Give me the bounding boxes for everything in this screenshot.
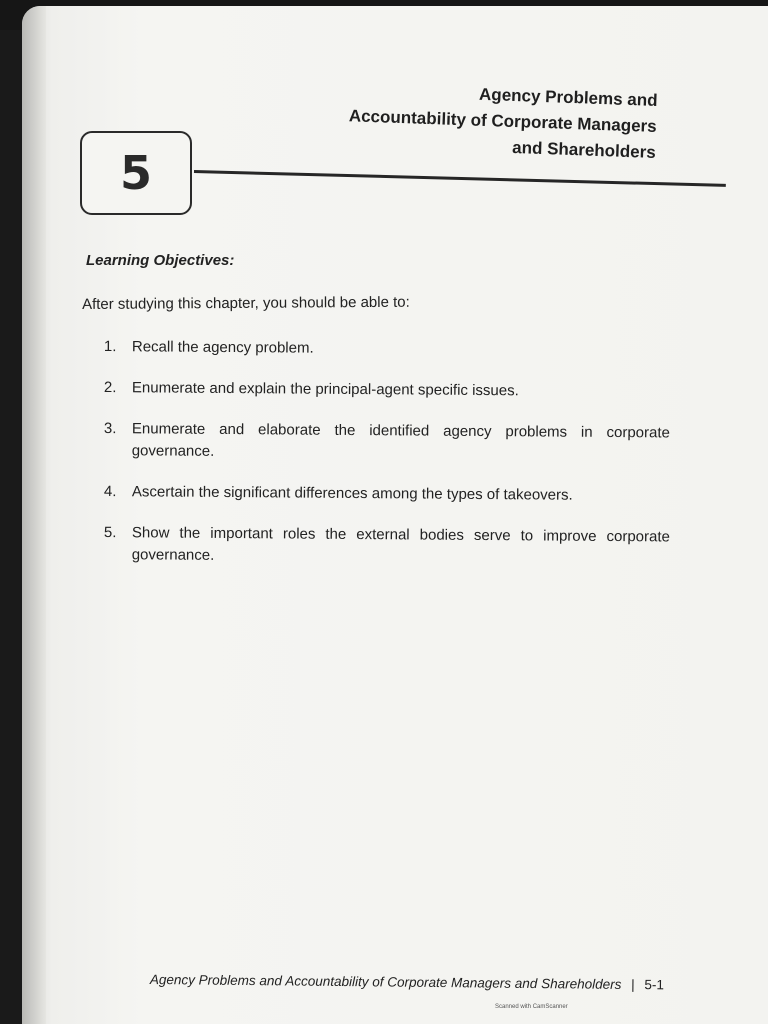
learning-objectives-list (100, 336, 670, 566)
chapter-number-box (80, 131, 192, 215)
chapter-title-line-2: Accountability of Corporate Managers (348, 106, 657, 136)
list-item-number: 1. (103, 338, 117, 356)
footer-separator: | (631, 977, 635, 993)
page-gutter (22, 6, 46, 1024)
list-item (100, 336, 670, 362)
list-item-number: 2. (103, 379, 117, 397)
list-item (100, 377, 670, 403)
list-item-number: 4. (103, 483, 117, 501)
page-number: 5-1 (644, 977, 665, 993)
scanner-watermark: Scanned with CamScanner (495, 1004, 568, 1010)
list-item (100, 481, 670, 507)
list-item (100, 522, 670, 570)
list-item-text: Enumerate and explain the principal-agent specific issues. (131, 379, 519, 400)
list-item-number: 5. (103, 524, 117, 542)
chapter-number: 5 (119, 146, 152, 200)
list-item-text: Ascertain the significant differences among the types of takeovers. (131, 483, 573, 504)
learning-objectives-heading: Learning Objectives: (86, 252, 235, 269)
chapter-title-line-1: Agency Problems and (478, 84, 658, 110)
list-item-text: Enumerate and elaborate the identified agency problems in corporate governance. (131, 420, 670, 460)
list-item-number: 3. (103, 420, 117, 438)
footer-running-title: Agency Problems and Accountability of Corporate Managers and Shareholders (149, 972, 622, 992)
chapter-title (236, 73, 658, 166)
list-item (100, 418, 670, 466)
learning-objectives-intro: After studying this chapter, you should be able to: (82, 293, 410, 313)
list-item-text: Show the important roles the external bodies serve to improve corporate governance. (131, 524, 670, 564)
chapter-title-line-3: and Shareholders (511, 137, 657, 162)
list-item-text: Recall the agency problem. (131, 338, 314, 357)
